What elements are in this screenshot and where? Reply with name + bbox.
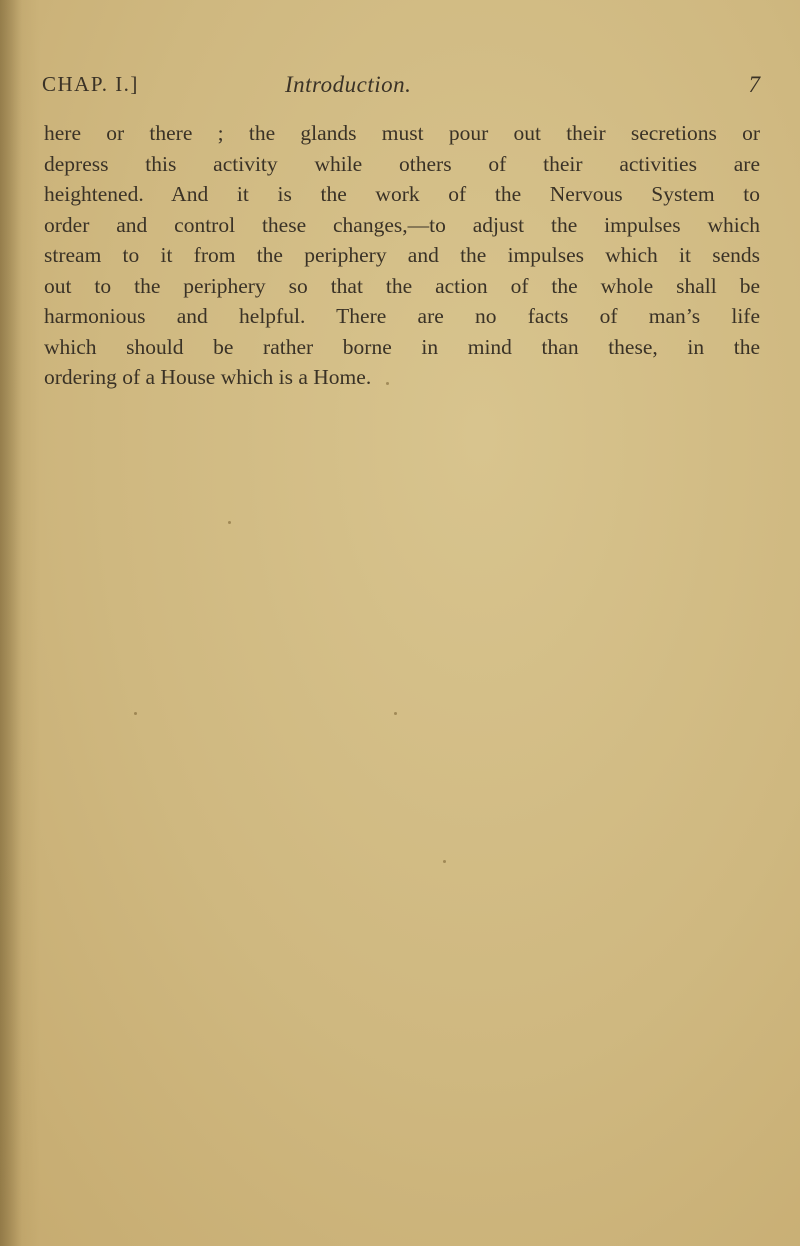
chapter-label: CHAP. I.] [42,72,139,96]
paper-speck [394,712,397,715]
section-title: Introduction. [285,72,412,97]
text-line-8: which should be rather borne in mind than these, in the [44,334,760,359]
text-line-9: ordering of a House which is a Home. [44,365,372,389]
paper-speck [386,382,389,385]
text-line-6: out to the periphery so that the action of the whole shall be [44,273,760,298]
text-line-5: stream to it from the periphery and the impulses which it sends [44,243,760,267]
paper-speck [228,521,231,524]
running-head [42,72,760,106]
text-line-2: depress this activity while others of their activities are [44,151,760,176]
page-number: 7 [748,72,760,97]
text-line-1: here or there ; the glands must pour out their secretions or [44,121,760,145]
body-paragraph [44,118,760,393]
text-line-3: heightened. And it is the work of the Nervous System to [44,182,760,206]
paper-speck [443,860,446,863]
text-line-7: harmonious and helpful. There are no facts of man’s life [44,304,760,328]
text-line-4: order and control these changes,—to adjust the impulses which [44,212,760,237]
binding-shadow [0,0,22,1246]
paper-speck [134,712,137,715]
